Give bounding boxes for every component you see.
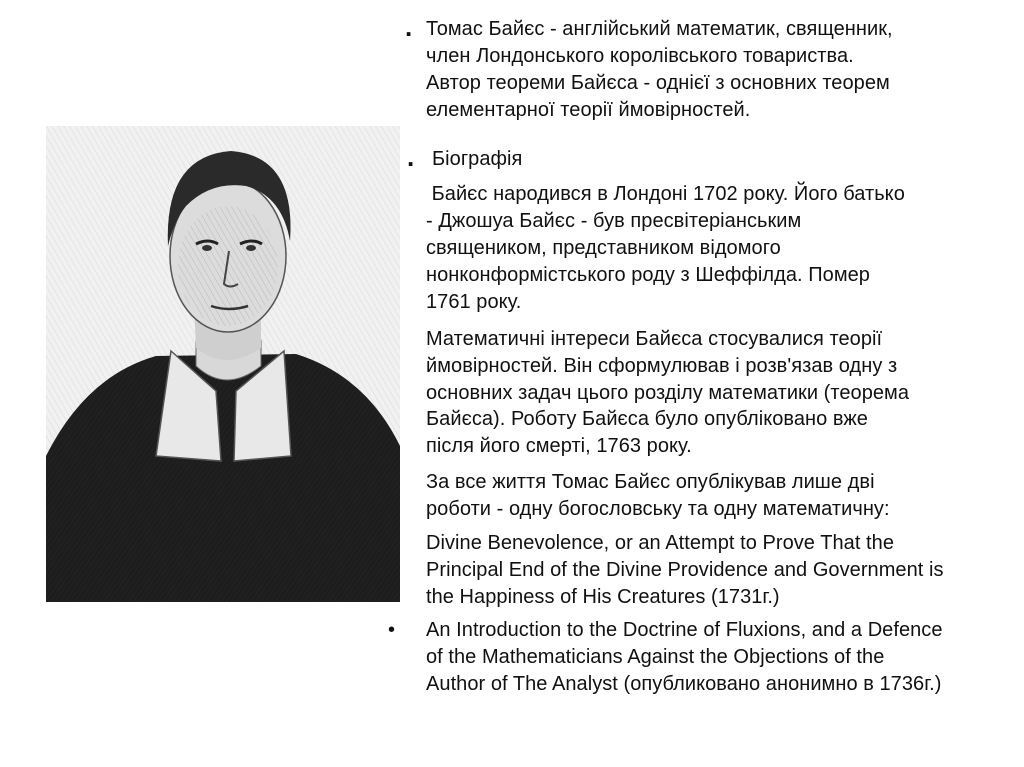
intro-line-4: елементарної теорії ймовірностей. — [426, 99, 751, 121]
work1-line-1: Divine Benevolence, or an Attempt to Prove That the — [426, 532, 895, 554]
intro-line-2: член Лондонського королівського товариства. — [426, 45, 854, 67]
work1-line-2: Principal End of the Divine Providence and Government is — [426, 559, 944, 581]
work1-line-3: the Happiness of His Creatures (1731г.) — [426, 586, 780, 608]
intro-line-3: Автор теореми Байєса - однієї з основних теорем — [426, 72, 890, 94]
work2-line-3: Author of The Analyst (опубликовано анонимно в 1736г.) — [426, 673, 942, 695]
para2-line-1: Математичні інтереси Байєса стосувалися теорії — [426, 328, 883, 350]
para2-line-4: Байєса). Роботу Байєса було опубліковано вже — [426, 408, 868, 430]
para3-line-2: роботи - одну богословську та одну математичну: — [426, 498, 890, 520]
intro-line-1: Томас Байєс - англійський математик, священник, — [426, 18, 893, 40]
para1-line-4: нонконформістського роду з Шеффілда. Помер — [426, 264, 870, 286]
para1-line-3: священиком, представником відомого — [426, 237, 781, 259]
para1-line-1: Байєс народився в Лондоні 1702 року. Його батько — [426, 183, 905, 205]
work2-bullet: • — [388, 619, 396, 641]
para2-line-5: після його смерті, 1763 року. — [426, 435, 692, 457]
portrait-image — [46, 126, 400, 602]
para1-line-5: 1761 року. — [426, 291, 522, 313]
work2-line-2: of the Mathematicians Against the Objections of the — [426, 646, 885, 668]
para2-line-2: ймовірностей. Він сформулював і розв'язав одну з — [426, 355, 898, 377]
para3-line-1: За все життя Томас Байєс опублікував лише дві — [426, 471, 875, 493]
intro-marker: . — [405, 12, 413, 42]
para1-line-2: - Джошуа Байєс - був пресвітеріанським — [426, 210, 802, 232]
para2-line-3: основних задач цього розділу математики (теорема — [426, 382, 910, 404]
section-marker: . — [407, 142, 415, 172]
work2-line-1: An Introduction to the Doctrine of Fluxions, and a Defence — [426, 619, 943, 641]
thomas-bayes-portrait — [46, 126, 400, 602]
section-title: Біографія — [432, 148, 523, 170]
